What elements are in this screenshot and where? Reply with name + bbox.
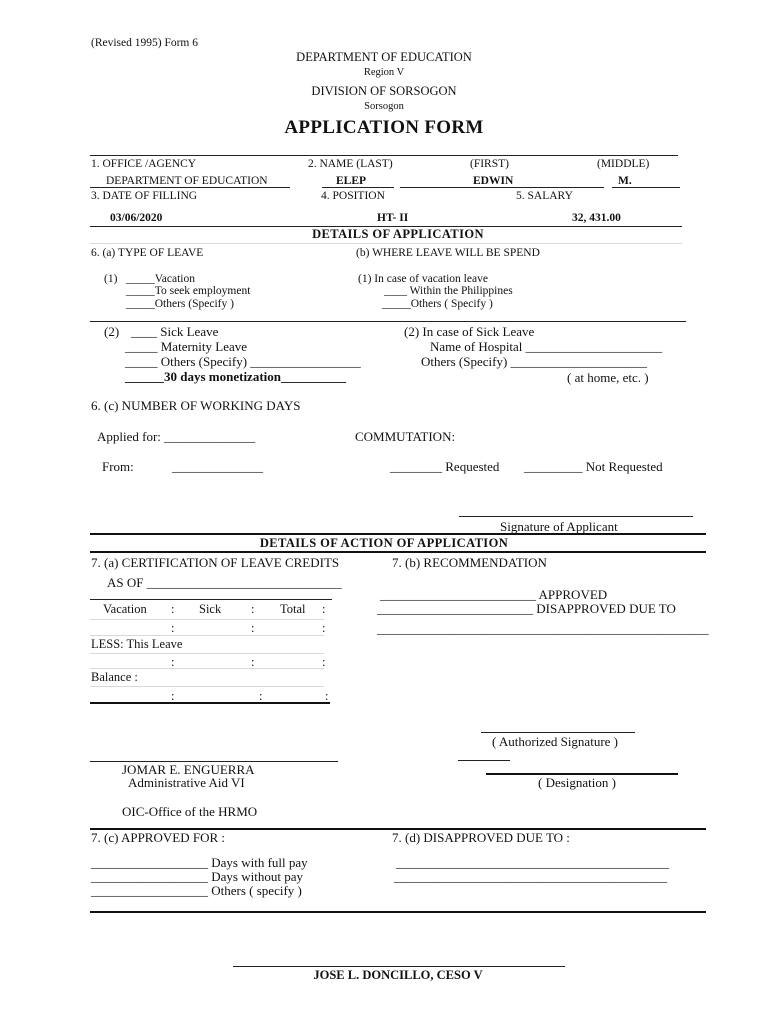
office-label: 1. OFFICE /AGENCY bbox=[91, 158, 197, 170]
disapproved-reason-field[interactable]: ___________________________________________________ bbox=[377, 621, 709, 636]
office-underline bbox=[90, 187, 290, 188]
salary-label: 5. SALARY bbox=[516, 190, 573, 202]
column-separator: : bbox=[322, 602, 326, 616]
not-requested-option[interactable]: _________ Not Requested bbox=[524, 459, 663, 474]
column-separator: : bbox=[171, 621, 175, 635]
maternity-leave-option[interactable]: _____ Maternity Leave bbox=[125, 339, 248, 354]
column-separator: : bbox=[251, 602, 255, 616]
rule bbox=[90, 321, 686, 322]
form-revision: (Revised 1995) Form 6 bbox=[91, 37, 199, 49]
commutation-label: COMMUTATION: bbox=[355, 429, 456, 444]
others-specify-field[interactable]: __________________ Others ( specify ) bbox=[91, 883, 302, 898]
hrmo-position: Administrative Aid VI bbox=[128, 775, 245, 790]
at-home-note: ( at home, etc. ) bbox=[567, 370, 649, 385]
balance-underline bbox=[90, 702, 330, 704]
rule bbox=[90, 653, 324, 654]
signature-line bbox=[459, 516, 693, 517]
column-separator: : bbox=[259, 689, 263, 703]
first-name-label: (FIRST) bbox=[470, 158, 509, 170]
sick-column-header: Sick bbox=[199, 602, 222, 616]
sick-leave-option[interactable]: ____ Sick Leave bbox=[131, 324, 219, 339]
first-name-value: EDWIN bbox=[473, 175, 514, 187]
column-separator: : bbox=[171, 655, 175, 669]
others-sick-field[interactable]: Others (Specify) _____________________ bbox=[421, 354, 648, 369]
disapproved-reason-field[interactable]: __________________________________________ bbox=[396, 855, 669, 870]
column-separator: : bbox=[322, 621, 326, 635]
salary-value: 32, 431.00 bbox=[572, 212, 621, 224]
official-signature-line bbox=[233, 966, 565, 967]
from-field[interactable]: ______________ bbox=[172, 459, 263, 474]
rule bbox=[90, 533, 706, 535]
vacation-column-header: Vacation bbox=[103, 602, 147, 616]
middle-name-label: (MIDDLE) bbox=[597, 158, 650, 170]
option-number: (1) bbox=[104, 273, 118, 285]
official-name: JOSE L. DONCILLO, CESO V bbox=[313, 968, 483, 982]
rule bbox=[90, 551, 706, 553]
vacation-case-label: (1) In case of vacation leave bbox=[358, 273, 488, 285]
page-title: APPLICATION FORM bbox=[284, 117, 484, 138]
hrmo-name: JOMAR E. ENGUERRA bbox=[122, 762, 255, 777]
name-last-label: 2. NAME (LAST) bbox=[308, 158, 393, 170]
first-underline bbox=[400, 187, 604, 188]
working-days-label: 6. (c) NUMBER OF WORKING DAYS bbox=[91, 398, 301, 413]
applicant-signature-label: Signature of Applicant bbox=[500, 519, 618, 534]
leave-type-label: 6. (a) TYPE OF LEAVE bbox=[91, 247, 204, 259]
rule bbox=[90, 599, 332, 600]
monetization-value: ______30 days monetization__________ bbox=[125, 369, 346, 384]
authorized-signature-label: ( Authorized Signature ) bbox=[492, 734, 618, 749]
office-value: DEPARTMENT OF EDUCATION bbox=[106, 175, 268, 187]
position-label: 4. POSITION bbox=[321, 190, 385, 202]
middle-name-value: M. bbox=[618, 175, 632, 187]
others-abroad-option[interactable]: _____Others ( Specify ) bbox=[382, 298, 493, 310]
department-name: DEPARTMENT OF EDUCATION bbox=[296, 50, 472, 64]
less-this-leave-label: LESS: This Leave bbox=[91, 637, 183, 651]
rule bbox=[90, 243, 682, 244]
last-name-value: ELEP bbox=[336, 175, 367, 187]
approved-option[interactable]: ________________________ APPROVED bbox=[380, 587, 608, 602]
approved-for-label: 7. (c) APPROVED FOR : bbox=[91, 830, 225, 845]
hrmo-office: OIC-Office of the HRMO bbox=[122, 804, 258, 819]
rule bbox=[458, 760, 510, 761]
requested-option[interactable]: ________ Requested bbox=[390, 459, 500, 474]
column-separator: : bbox=[325, 689, 329, 703]
total-column-header: Total bbox=[280, 602, 306, 616]
middle-underline bbox=[612, 187, 680, 188]
from-label: From: bbox=[102, 459, 134, 474]
city-name: Sorsogon bbox=[364, 101, 404, 112]
date-label: 3. DATE OF FILLING bbox=[91, 190, 198, 202]
days-without-pay-field[interactable]: __________________ Days without pay bbox=[91, 869, 303, 884]
sick-case-label: (2) In case of Sick Leave bbox=[404, 324, 535, 339]
column-separator: : bbox=[251, 655, 255, 669]
last-underline bbox=[322, 187, 394, 188]
applied-for-field[interactable]: Applied for: ______________ bbox=[97, 429, 256, 444]
column-separator: : bbox=[171, 689, 175, 703]
rule bbox=[90, 911, 706, 913]
rule bbox=[90, 635, 324, 636]
as-of-field[interactable]: AS OF ______________________________ bbox=[107, 575, 342, 590]
rule bbox=[90, 155, 678, 156]
designation-label: ( Designation ) bbox=[538, 775, 616, 790]
balance-label: Balance : bbox=[91, 670, 138, 684]
details-heading: DETAILS OF APPLICATION bbox=[312, 227, 484, 241]
disapproved-reason-field[interactable]: __________________________________________ bbox=[394, 869, 667, 884]
rule bbox=[90, 668, 324, 669]
rule bbox=[90, 619, 324, 620]
column-separator: : bbox=[251, 621, 255, 635]
date-value: 03/06/2020 bbox=[110, 212, 163, 224]
within-philippines-option[interactable]: ____ Within the Philippines bbox=[384, 285, 513, 297]
column-separator: : bbox=[322, 655, 326, 669]
leave-where-label: (b) WHERE LEAVE WILL BE SPEND bbox=[356, 247, 540, 259]
seek-employment-option[interactable]: _____To seek employment bbox=[126, 285, 251, 297]
authorized-signature-line bbox=[481, 732, 635, 733]
position-value: HT- II bbox=[377, 212, 409, 224]
recommendation-label: 7. (b) RECOMMENDATION bbox=[392, 555, 547, 570]
disapproved-due-label: 7. (d) DISAPPROVED DUE TO : bbox=[392, 830, 570, 845]
vacation-option[interactable]: _____Vacation bbox=[126, 273, 195, 285]
days-full-pay-field[interactable]: __________________ Days with full pay bbox=[91, 855, 308, 870]
others-leave-option[interactable]: _____ Others (Specify) _________________ bbox=[125, 354, 361, 369]
option-number: (2) bbox=[104, 324, 120, 339]
leave-credits-label: 7. (a) CERTIFICATION OF LEAVE CREDITS bbox=[91, 555, 340, 570]
action-heading: DETAILS OF ACTION OF APPLICATION bbox=[259, 536, 509, 550]
disapproved-option[interactable]: ________________________ DISAPPROVED DUE TO bbox=[377, 601, 676, 616]
region-name: Region V bbox=[363, 67, 405, 78]
column-separator: : bbox=[171, 602, 175, 616]
others-option[interactable]: _____Others (Specify ) bbox=[126, 298, 234, 310]
rule bbox=[90, 686, 324, 687]
division-name: DIVISION OF SORSOGON bbox=[311, 84, 457, 98]
hospital-field[interactable]: Name of Hospital _____________________ bbox=[430, 339, 663, 354]
